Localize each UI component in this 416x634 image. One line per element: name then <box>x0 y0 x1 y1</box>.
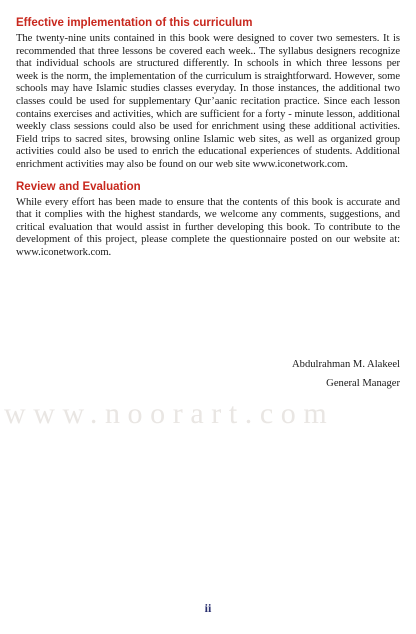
page-number: ii <box>204 601 212 615</box>
signatory-name: Abdulrahman M. Alakeel <box>292 359 400 370</box>
page-content <box>16 16 400 268</box>
section-body-implementation: The twenty-nine units contained in this book were designed to cover two semesters. It is recommended that three lessons be covered each week.. The syllabus designers recognize that individual schools are structured differently. In schools in which three lessons per week is the norm, the implementation of the curriculum is straightforward. However, some schools may have Islamic studies classes everyday. In those instances, the additional two classes could be used for supplementary Qur’aanic recitation practice. Since each lesson contains exercises and activities, which are sufficient for a forty - minute lesson, additional weekly class sessions could also be used for enrichment using these additional activities. Field trips to sacred sites, browsing online Islamic web sites, as well as organized group activities could also be used to enrich the educational experiences of students. Additional enrichment activities may also be found on our web site www.iconetwork.com. <box>16 33 400 170</box>
section-heading-review: Review and Evaluation <box>16 180 141 193</box>
section-heading-implementation: Effective implementation of this curriculum <box>16 17 253 29</box>
watermark: www.noorart.com <box>4 397 335 430</box>
section-body-review: While every effort has been made to ensure that the contents of this book is accurate and that it complies with the highest standards, we welcome any comments, suggestions, and critical evaluation that would assist in further developing this book. To contribute to the development of this project, please complete the questionnaire posted on our website at: www.iconetwork.com. <box>16 196 400 258</box>
signatory-title: General Manager <box>326 378 400 389</box>
